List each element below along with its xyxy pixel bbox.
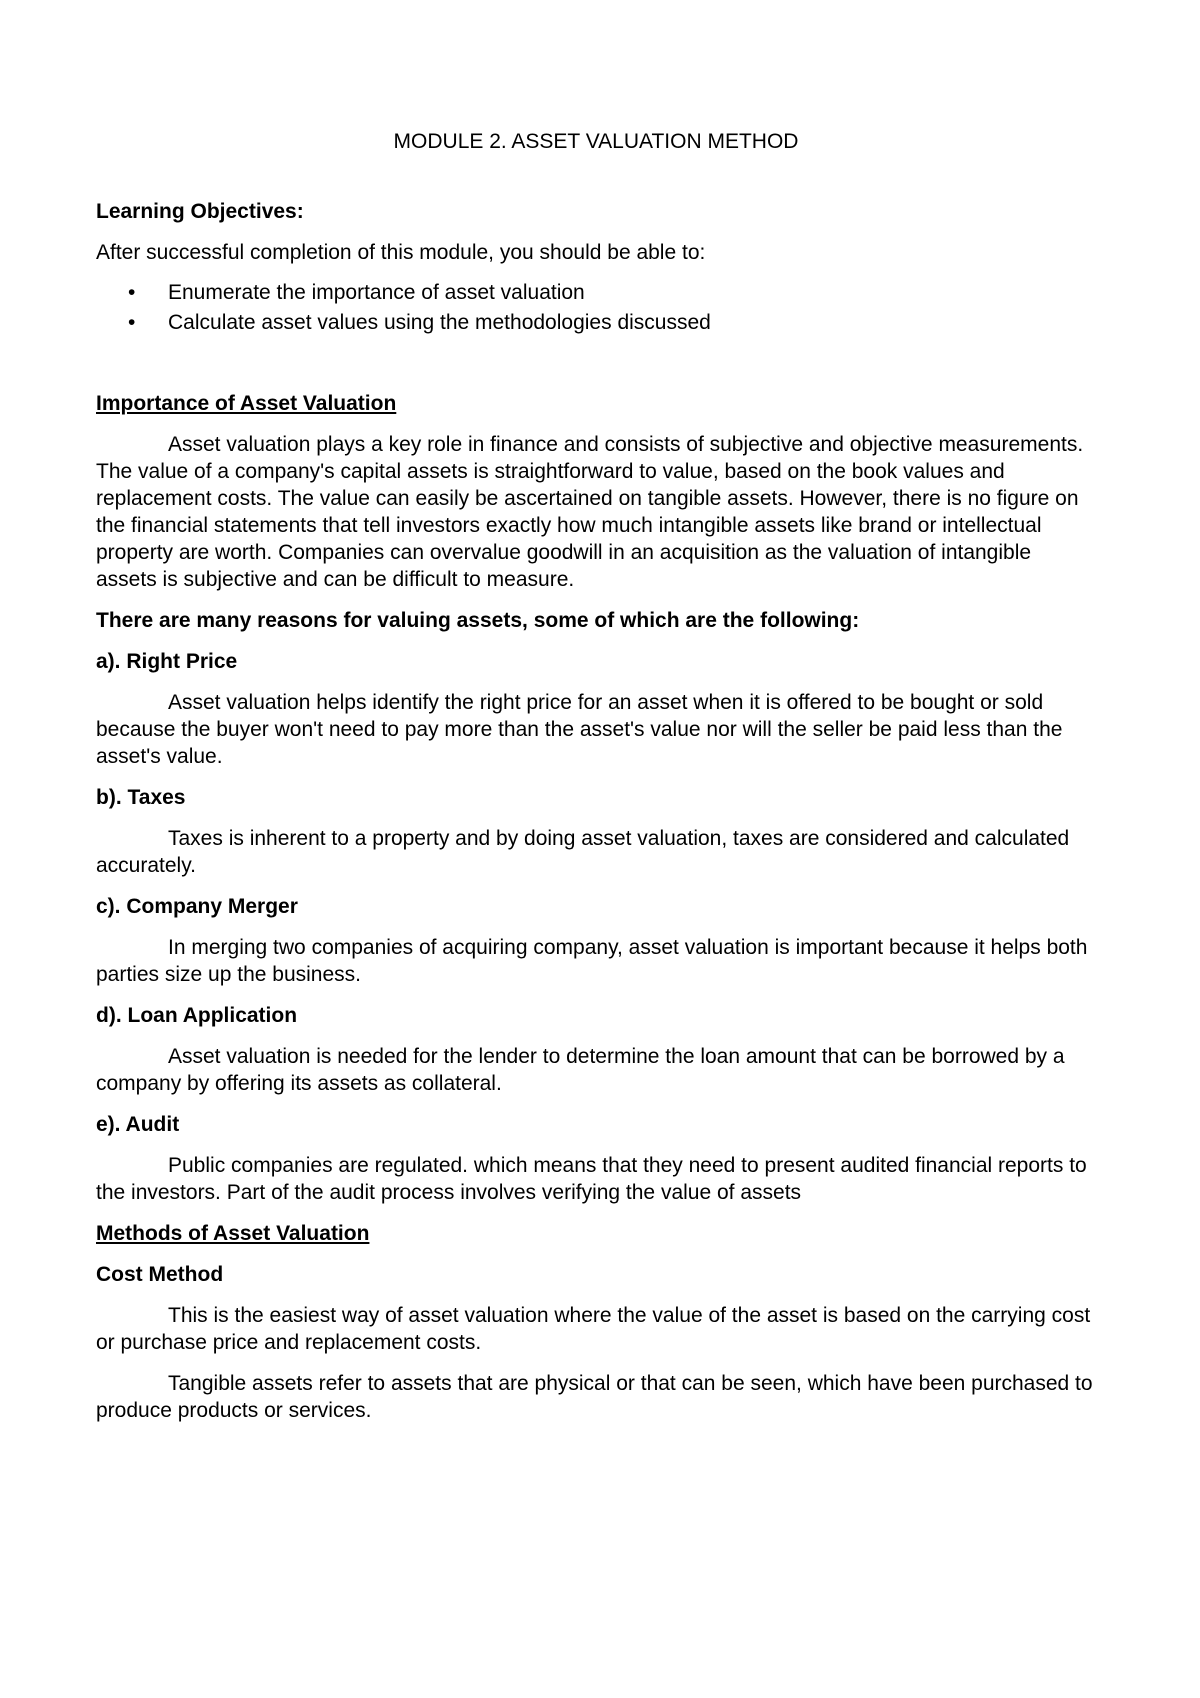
bullet-icon: • <box>128 281 136 304</box>
reason-label: e). Audit <box>96 1113 180 1136</box>
reason-text: In merging two companies of acquiring company, asset valuation is important because it helps both parties size up the business. <box>96 936 1088 986</box>
cost-method-heading: Cost Method <box>96 1263 224 1286</box>
objectives-list <box>96 278 1096 338</box>
list-item <box>96 308 1096 338</box>
reason-label: d). Loan Application <box>96 1004 298 1027</box>
methods-heading: Methods of Asset Valuation <box>96 1222 370 1245</box>
objective-text: Calculate asset values using the methodologies discussed <box>168 311 711 334</box>
importance-heading: Importance of Asset Valuation <box>96 392 397 415</box>
reason-text: Asset valuation helps identify the right price for an asset when it is offered to be bought or sold because the buyer won't need to pay more than the asset's value nor will the seller be paid less than the asset's value. <box>96 691 1063 768</box>
learning-objectives-intro: After successful completion of this module, you should be able to: <box>96 241 706 264</box>
reason-text: Asset valuation is needed for the lender to determine the loan amount that can be borrowed by a company by offering its assets as collateral. <box>96 1045 1065 1095</box>
reason-label: a). Right Price <box>96 650 238 673</box>
cost-method-paragraph: Tangible assets refer to assets that are physical or that can be seen, which have been purchased to produce products or services. <box>96 1372 1093 1422</box>
cost-method-paragraph: This is the easiest way of asset valuation where the value of the asset is based on the carrying cost or purchase price and replacement costs. <box>96 1304 1091 1354</box>
list-item <box>96 278 1096 308</box>
importance-paragraph: Asset valuation plays a key role in finance and consists of subjective and objective measurements. The value of a company's capital assets is straightforward to value, based on the book values and replacement costs. The value can easily be ascertained on tangible assets. However, there is no figure on the financial statements that tell investors exactly how much intangible assets like brand or intellectual property are worth. Companies can overvalue goodwill in an acquisition as the valuation of intangible assets is subjective and can be difficult to measure. <box>96 433 1084 591</box>
objective-text: Enumerate the importance of asset valuation <box>168 281 585 304</box>
reasons-intro: There are many reasons for valuing assets, some of which are the following: <box>96 609 860 632</box>
reason-text: Public companies are regulated. which means that they need to present audited financial reports to the investors. Part of the audit process involves verifying the value of assets <box>96 1154 1087 1204</box>
learning-objectives-heading: Learning Objectives: <box>96 200 304 223</box>
reason-label: c). Company Merger <box>96 895 298 918</box>
document-body <box>96 128 1096 1438</box>
page-title: MODULE 2. ASSET VALUATION METHOD <box>393 130 799 153</box>
reason-text: Taxes is inherent to a property and by doing asset valuation, taxes are considered and calculated accurately. <box>96 827 1070 877</box>
reason-label: b). Taxes <box>96 786 186 809</box>
bullet-icon: • <box>128 311 136 334</box>
